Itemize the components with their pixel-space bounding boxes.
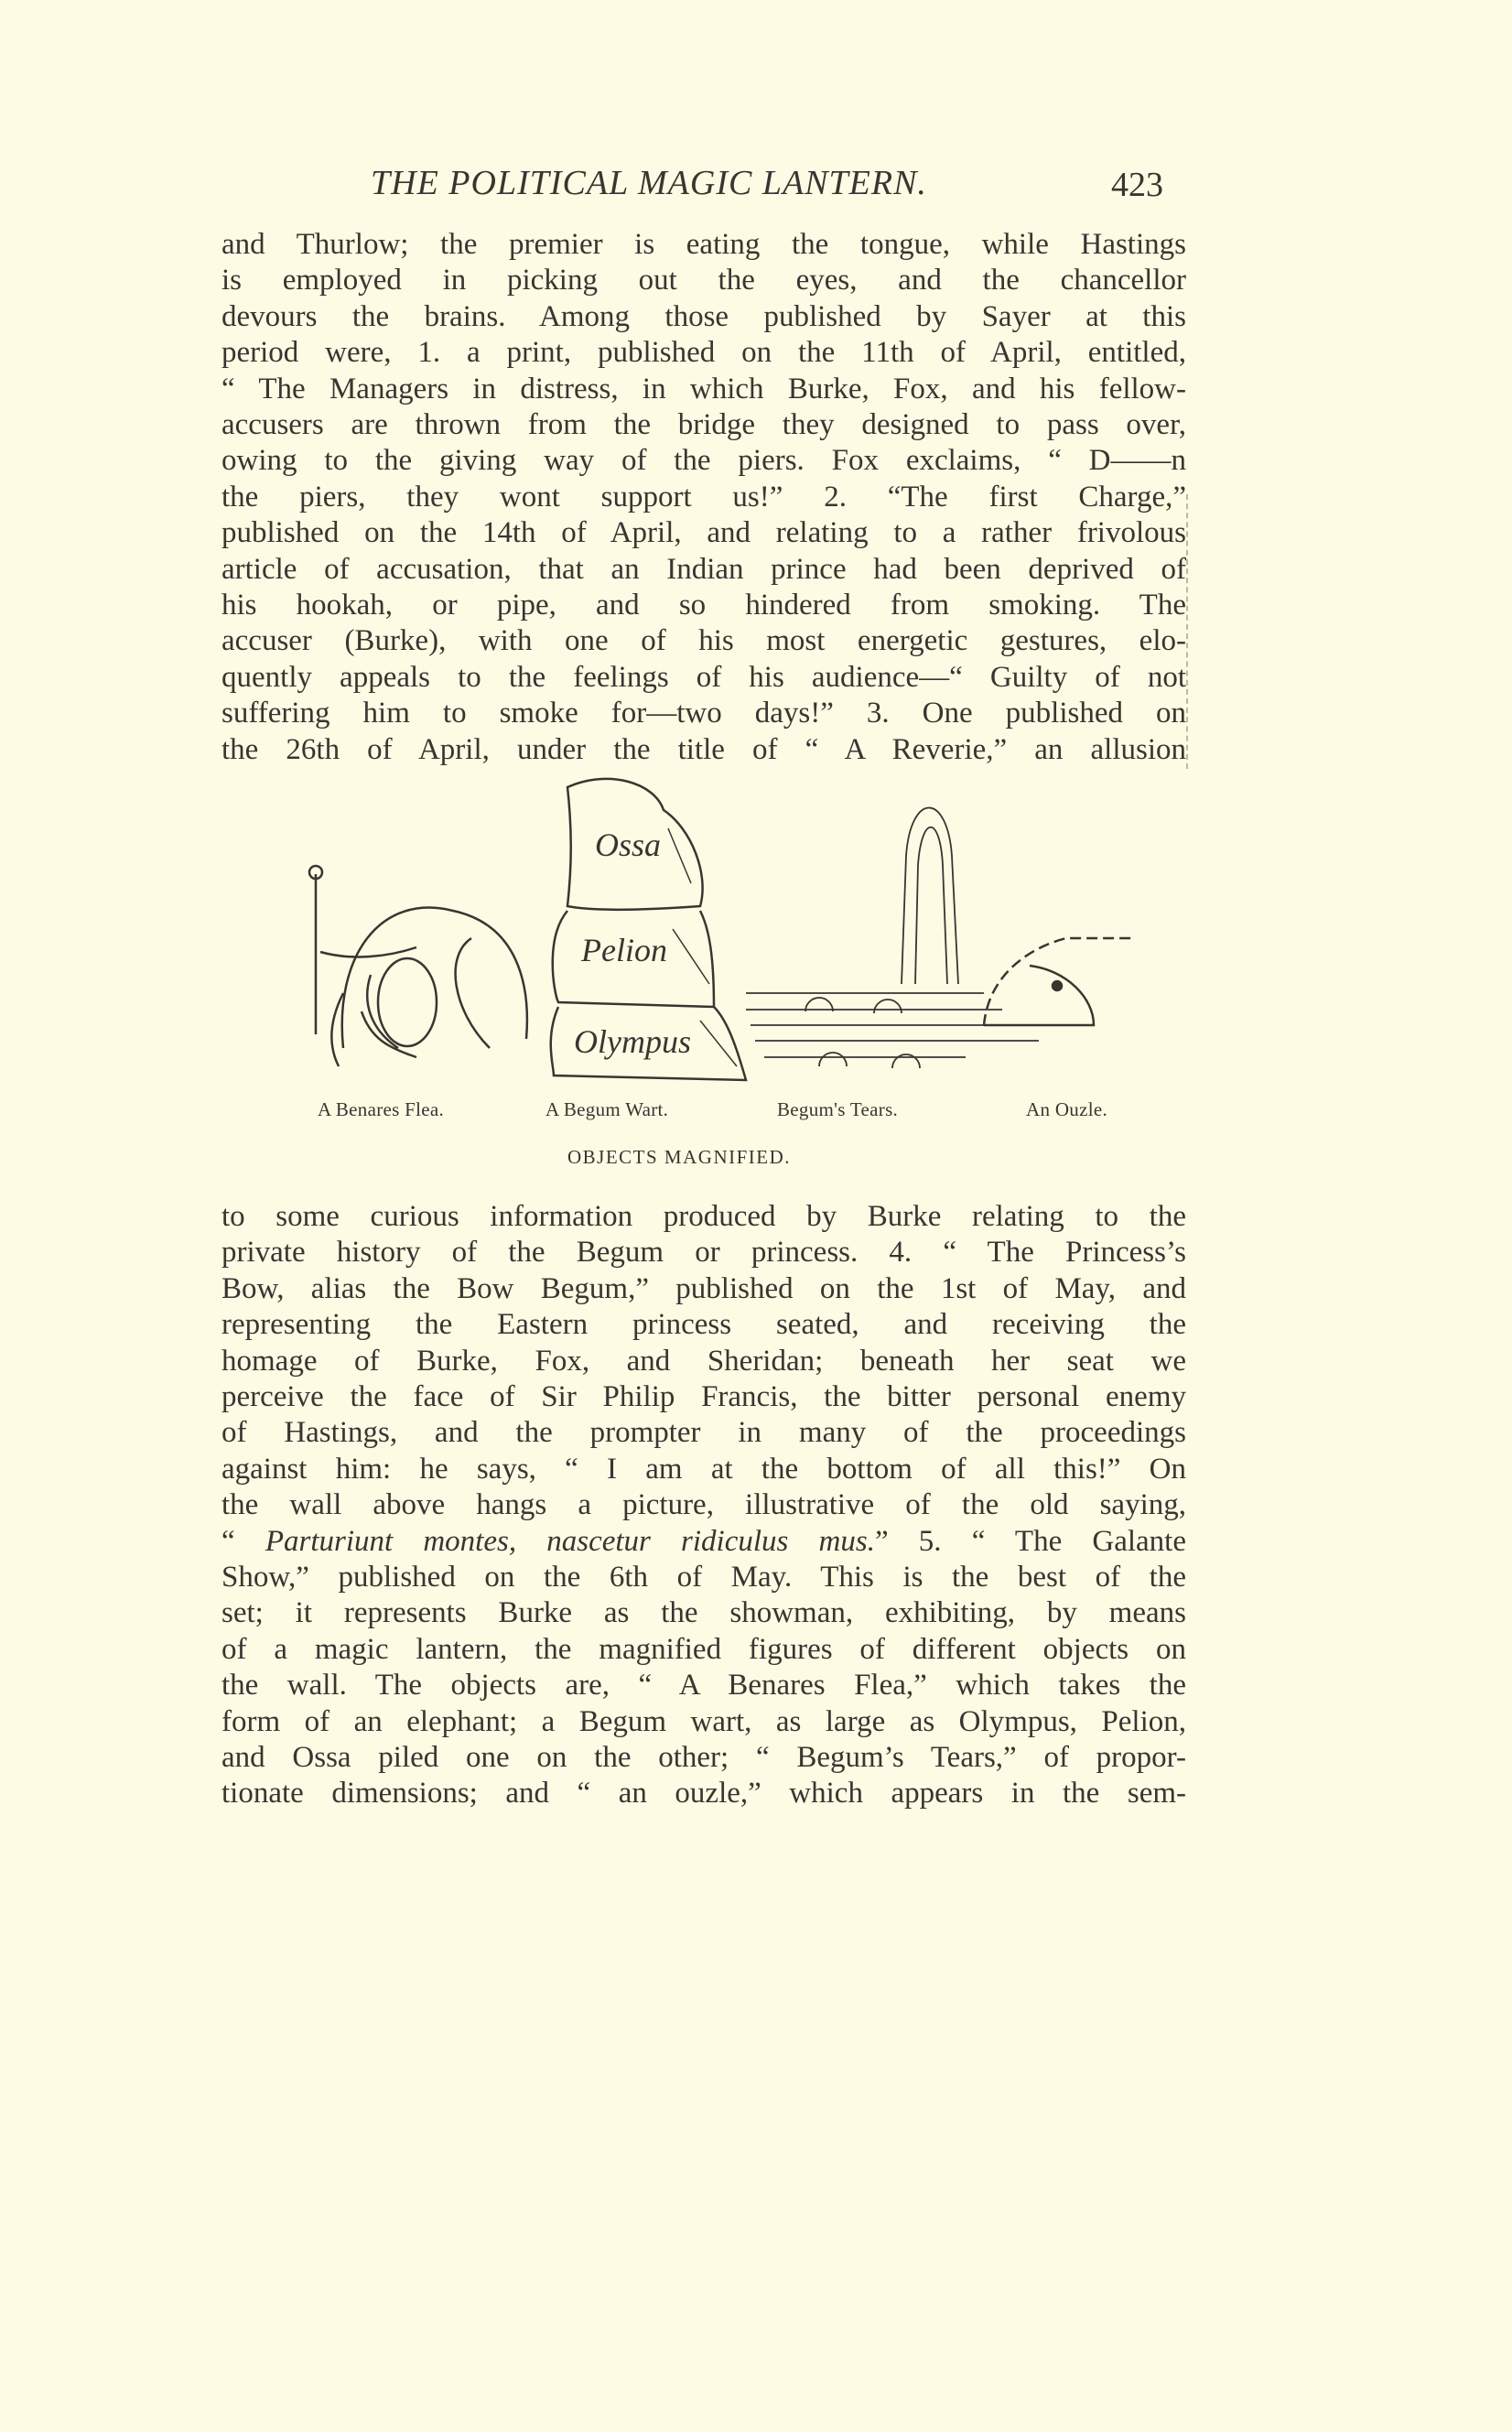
text-line: of Hastings, and the prompter in many of the proceedings [221, 1416, 1186, 1450]
text-line: set; it represents Burke as the showman, exhibiting, by means [221, 1596, 1186, 1630]
text-line: suffering him to smoke for—two days!” 3. One published on [221, 697, 1186, 730]
page-edge-shadow [1186, 494, 1188, 769]
text-line: to some curious information produced by Burke relating to the [221, 1200, 1186, 1233]
text-line: period were, 1. a print, published on the 11th of April, entitled, [221, 336, 1186, 370]
text-line: homage of Burke, Fox, and Sheridan; beneath her seat we [221, 1344, 1186, 1378]
text-line: Show,” published on the 6th of May. This is the best of the [221, 1561, 1186, 1594]
ouzle-bird-drawing [984, 938, 1135, 1025]
elephant-flea-drawing [309, 866, 527, 1066]
figure-title: OBJECTS MAGNIFIED. [567, 1146, 792, 1168]
text-line: tionate dimensions; and “ an ouzle,” which appears in the sem- [221, 1777, 1186, 1810]
label-ossa: Ossa [595, 827, 662, 863]
text-line: the 26th of April, under the title of “ A Reverie,” an allusion [221, 732, 1186, 766]
text-line: the wall above hangs a picture, illustrative of the old saying, [221, 1488, 1186, 1522]
label-pelion: Pelion [581, 932, 667, 968]
text-line: quently appeals to the feelings of his audience—“ Guilty of not [221, 660, 1186, 694]
text-line: representing the Eastern princess seated, and receiving the [221, 1308, 1186, 1342]
text-line: private history of the Begum or princess. 4. “ The Princess’s [221, 1236, 1186, 1270]
caption-ouzle: An Ouzle. [1026, 1098, 1108, 1120]
text-line: Bow, alias the Bow Begum,” published on the 1st of May, and [221, 1271, 1186, 1305]
latin-quote: Parturiunt montes, nascetur ridiculus mus. [265, 1524, 875, 1558]
text-line: accuser (Burke), with one of his most energetic gestures, elo- [221, 624, 1186, 658]
mountains-wart-drawing [551, 779, 746, 1080]
text-line: of a magic lantern, the magnified figures of different objects on [221, 1632, 1186, 1666]
text-line: and Ossa piled one on the other; “ Begum’s Tears,” of propor- [221, 1741, 1186, 1774]
caption-begums-tears: Begum's Tears. [777, 1098, 899, 1120]
text-line: against him: he says, “ I am at the bottom of all this!” On [221, 1452, 1186, 1486]
text-line: owing to the giving way of the piers. Fox exclaims, “ D——n [221, 444, 1186, 478]
label-olympus: Olympus [574, 1023, 691, 1060]
text-line: and Thurlow; the premier is eating the tongue, while Hastings [221, 228, 1186, 261]
text-line: article of accusation, that an Indian prince had been deprived of [221, 552, 1186, 586]
text-fragment: “ [221, 1524, 265, 1558]
text-line: accusers are thrown from the bridge they designed to pass over, [221, 408, 1186, 441]
text-line [221, 1524, 1186, 1559]
text-line: his hookah, or pipe, and so hindered from smoking. The [221, 589, 1186, 622]
caption-benares-flea: A Benares Flea. [318, 1098, 445, 1120]
tears-water-drawing [746, 808, 1039, 1069]
text-line: devours the brains. Among those published by Sayer at this [221, 299, 1186, 333]
illustration-objects-magnified [307, 773, 1139, 1085]
text-line: the wall. The objects are, “ A Benares Flea,” which takes the [221, 1669, 1186, 1702]
text-line: is employed in picking out the eyes, and the chancellor [221, 264, 1186, 297]
running-header-title: THE POLITICAL MAGIC LANTERN. [371, 164, 927, 202]
text-line: “ The Managers in distress, in which Burke, Fox, and his fellow- [221, 372, 1186, 405]
text-line: perceive the face of Sir Philip Francis, the bitter personal enemy [221, 1380, 1186, 1413]
text-line: published on the 14th of April, and relating to a rather frivolous [221, 516, 1186, 550]
page-number: 423 [1111, 166, 1163, 204]
text-line: the piers, they wont support us!” 2. “The first Charge,” [221, 480, 1186, 513]
text-fragment: ” 5. “ The Galante [874, 1524, 1186, 1558]
text-line: form of an elephant; a Begum wart, as large as Olympus, Pelion, [221, 1704, 1186, 1738]
caption-begum-wart: A Begum Wart. [545, 1098, 669, 1120]
